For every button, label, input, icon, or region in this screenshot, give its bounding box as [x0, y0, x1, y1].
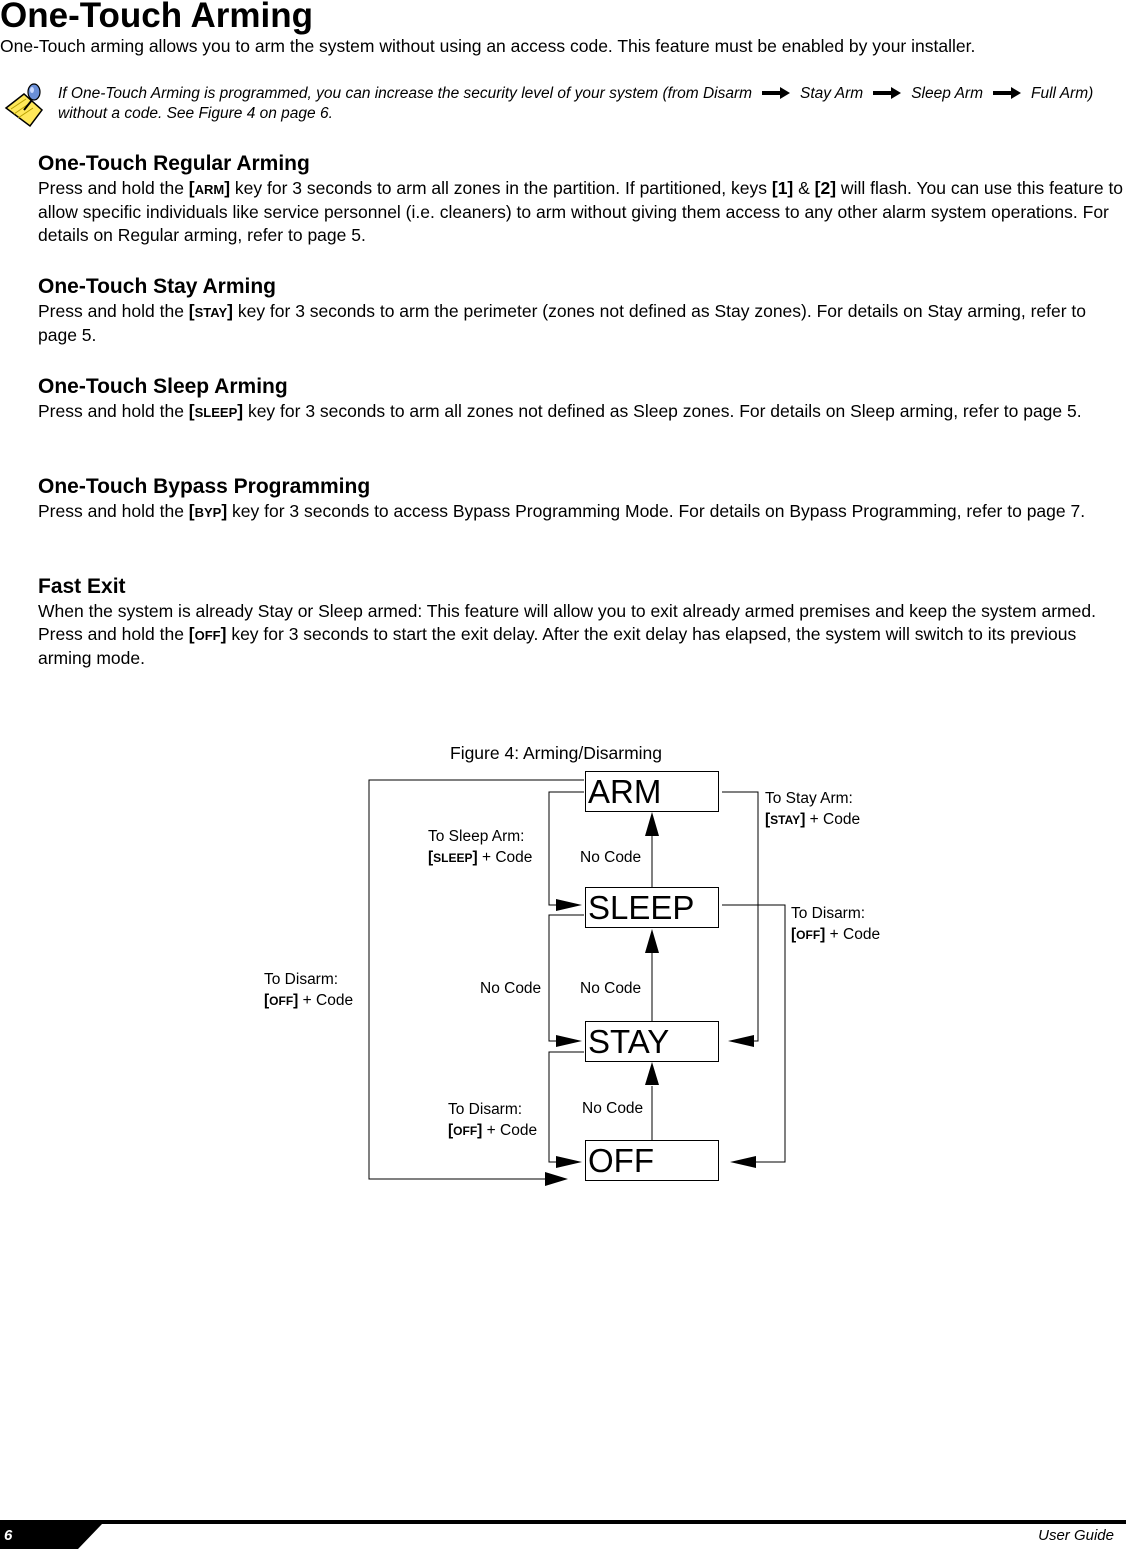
footer-band [0, 1520, 1126, 1549]
section-heading: One-Touch Stay Arming [38, 275, 277, 298]
sleep-key-label: [SLEEP] [188, 401, 244, 421]
note-line2: without a code. See Figure 4 on page 6. [58, 105, 333, 122]
page-number: 6 [4, 1527, 13, 1544]
arm-key-label: [ARM] [188, 178, 231, 198]
connector-arm-to-sleep [549, 792, 584, 905]
arrowhead-up-to-stay [645, 1062, 659, 1085]
label-no-code-stay-sleep: No Code [580, 980, 642, 997]
section-heading: One-Touch Bypass Programming [38, 475, 371, 498]
arrowhead-up-to-arm [645, 812, 659, 836]
arrowhead-into-off-right [730, 1156, 756, 1168]
section-heading: Fast Exit [38, 575, 126, 598]
arrowhead-into-stay-right [728, 1035, 754, 1047]
note-part1: If One-Touch Arming is programmed, you can increase the security level of your system (from Disarm [58, 85, 753, 102]
label-to-stay-arm: To Stay Arm: [STAY] + Code [765, 790, 861, 828]
label-to-sleep-arm: To Sleep Arm: [SLEEP] + Code [428, 828, 533, 866]
figure-caption: Figure 4: Arming/Disarming [450, 743, 663, 763]
section-body: Press and hold the [STAY] key for 3 seconds to arm the perimeter (zones not defined as Stay zones). For details on Stay arming, refer to page 5. [38, 301, 1087, 345]
state-sleep-box: SLEEP [585, 887, 719, 928]
state-stay-box: STAY [585, 1021, 719, 1062]
arrowhead-into-stay-left [556, 1035, 582, 1047]
label-no-code-off-stay: No Code [582, 1100, 644, 1117]
section-body: Press and hold the [BYP] key for 3 seconds to access Bypass Programming Mode. For details on Bypass Programming, refer to page 7. [38, 501, 1086, 521]
section-body: When the system is already Stay or Sleep armed: This feature will allow you to exit already armed premises and keep the system armed. Press and hold the [OFF] key for 3 seconds to start the exit delay. After the exit delay has elapsed, the system will switch to its previous arming mode. [38, 601, 1096, 668]
intro-paragraph: One-Touch arming allows you to arm the system without using an access code. This feature must be enabled by your installer. [0, 36, 976, 56]
connector-stay-to-off [549, 1052, 584, 1162]
stay-key-label: [STAY] [188, 301, 233, 321]
label-to-disarm-right: To Disarm: [OFF] + Code [791, 905, 881, 943]
connector-arm-to-stay-right [722, 792, 758, 1041]
note-full-arm: Full Arm) [1031, 85, 1094, 102]
section-body: Press and hold the [SLEEP] key for 3 seconds to arm all zones not defined as Sleep zones. For details on Sleep arming, refer to page 5. [38, 401, 1082, 421]
state-off-box: OFF [585, 1140, 719, 1181]
arrowhead-into-off-left-2 [556, 1156, 582, 1168]
arrowhead-up-to-sleep [645, 929, 659, 953]
section-body: Press and hold the [ARM] key for 3 seconds to arm all zones in the partition. If partitioned, keys [1] & [2] will flash. You can use this feature to allow specific individuals like service personnel (i.e. cleaners) to arm without giving them access to any other alarm system operations. For details on Regular arming, refer to page 5. [38, 178, 1124, 245]
note-stay-arm: Stay Arm [800, 85, 864, 102]
label-to-disarm-bottom: To Disarm: [OFF] + Code [448, 1101, 538, 1139]
connector-sleep-to-stay [549, 915, 584, 1041]
note-sleep-arm: Sleep Arm [911, 85, 983, 102]
label-no-code-sleep-arm: No Code [580, 849, 642, 866]
page-title: One-Touch Arming [0, 0, 314, 35]
footer-guide-title: User Guide [1038, 1527, 1114, 1544]
label-no-code-left: No Code [480, 980, 542, 997]
section-heading: One-Touch Sleep Arming [38, 375, 288, 398]
arrowhead-into-off-left [545, 1172, 568, 1186]
label-to-disarm-left: To Disarm: [OFF] + Code [264, 971, 354, 1009]
arrowhead-into-sleep-left [556, 899, 582, 911]
state-arm-box: ARM [585, 771, 719, 812]
section-heading: One-Touch Regular Arming [38, 152, 310, 175]
off-key-label: [OFF] [188, 624, 227, 644]
connector-sleep-to-off-right [722, 905, 785, 1162]
byp-key-label: [BYP] [188, 501, 228, 521]
